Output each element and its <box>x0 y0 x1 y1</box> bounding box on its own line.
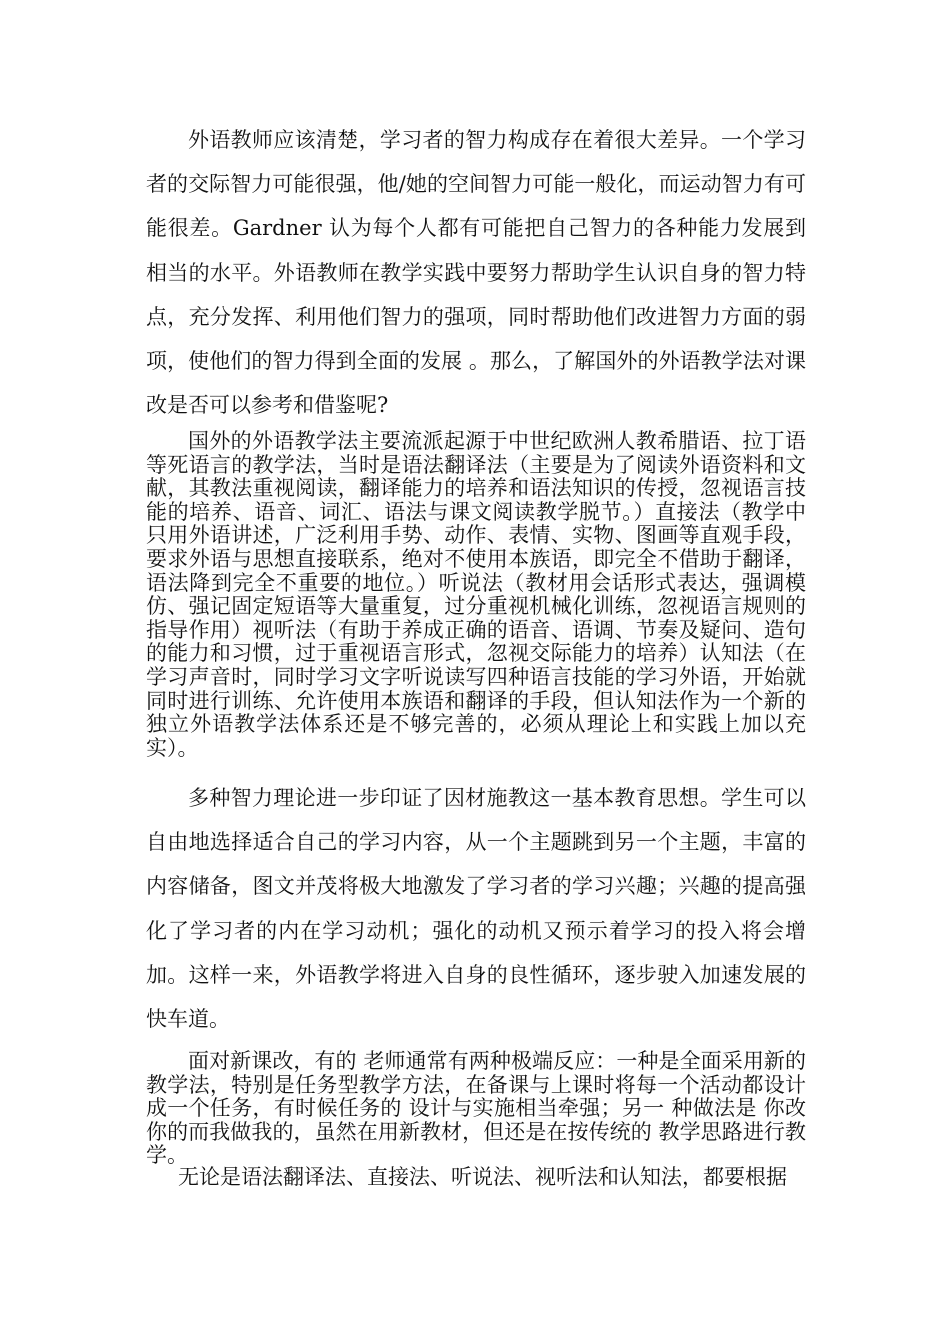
paragraph-teaching-according-to-aptitude: 多种智力理论进一步印证了因材施教这一基本教育思想。学生可以自由地选择适合自己的学习内容，从一个主题跳到另一个主题，丰富的内容储备，图文并茂将极大地激发了学习者的学习兴趣；兴趣的提高强化了学习者的内在学习动机；强化的动机又预示着学习的投入将会增加。这样一来，外语教学将进入自身的良性循环，逐步驶入加速发展的快车道。 <box>146 786 806 1032</box>
paragraph-all-methods: 无论是语法翻译法、直接法、听说法、视听法和认知法，都要根据 <box>178 1165 787 1189</box>
paragraph-new-curriculum-reactions: 面对新课改，有的 老师通常有两种极端反应：一种是全面采用新的教学法，特别是任务型教学方法，在备课与上课时将每一个活动都设计成一个任务，有时候任务的 设计与实施相当牵强；另一 种做法是 你改你的而我做我的，虽然在用新教材，但还是在按传统的 教学思路进行教学。 <box>146 1049 806 1168</box>
paragraph-foreign-teaching-methods: 国外的外语教学法主要流派起源于中世纪欧洲人教希腊语、拉丁语等死语言的教学法，当时是语法翻译法（主要是为了阅读外语资料和文献，其教法重视阅读，翻译能力的培养和语法知识的传授，忽视语言技能的培养、语音、词汇、语法与课文阅读教学脱节。）直接法（教学中只用外语讲述，广泛利用手势、动作、表情、实物、图画等直观手段，要求外语与思想直接联系，绝对不使用本族语，即完全不借助于翻译，语法降到完全不重要的地位。）听说法（教材用会话形式表达，强调模仿、强记固定短语等大量重复，过分重视机械化训练，忽视语言规则的指导作用）视听法（有助于养成正确的语音、语调、节奏及疑问、造句的能力和习惯，过于重视语言形式，忽视交际能力的培养）认知法（在学习声音时，同时学习文字听说读写四种语言技能的学习外语，开始就同时进行训练、允许使用本族语和翻译的手段，但认知法作为一个新的独立外语教学法体系还是不够完善的，必须从理论上和实践上加以充实）。 <box>146 429 806 760</box>
paragraph-multiple-intelligence-differences: 外语教师应该清楚，学习者的智力构成存在着很大差异。一个学习者的交际智力可能很强，他/她的空间智力可能一般化，而运动智力有可能很差。Gardner 认为每个人都有可能把自己智力的各种能力发展到相当的水平。外语教师在教学实践中要努力帮助学生认识自身的智力特点，充分发挥、利用他们智力的强项，同时帮助他们改进智力方面的弱项，使他们的智力得到全面的发展 。那么，了解国外的外语教学法对课改是否可以参考和借鉴呢? <box>146 128 806 418</box>
